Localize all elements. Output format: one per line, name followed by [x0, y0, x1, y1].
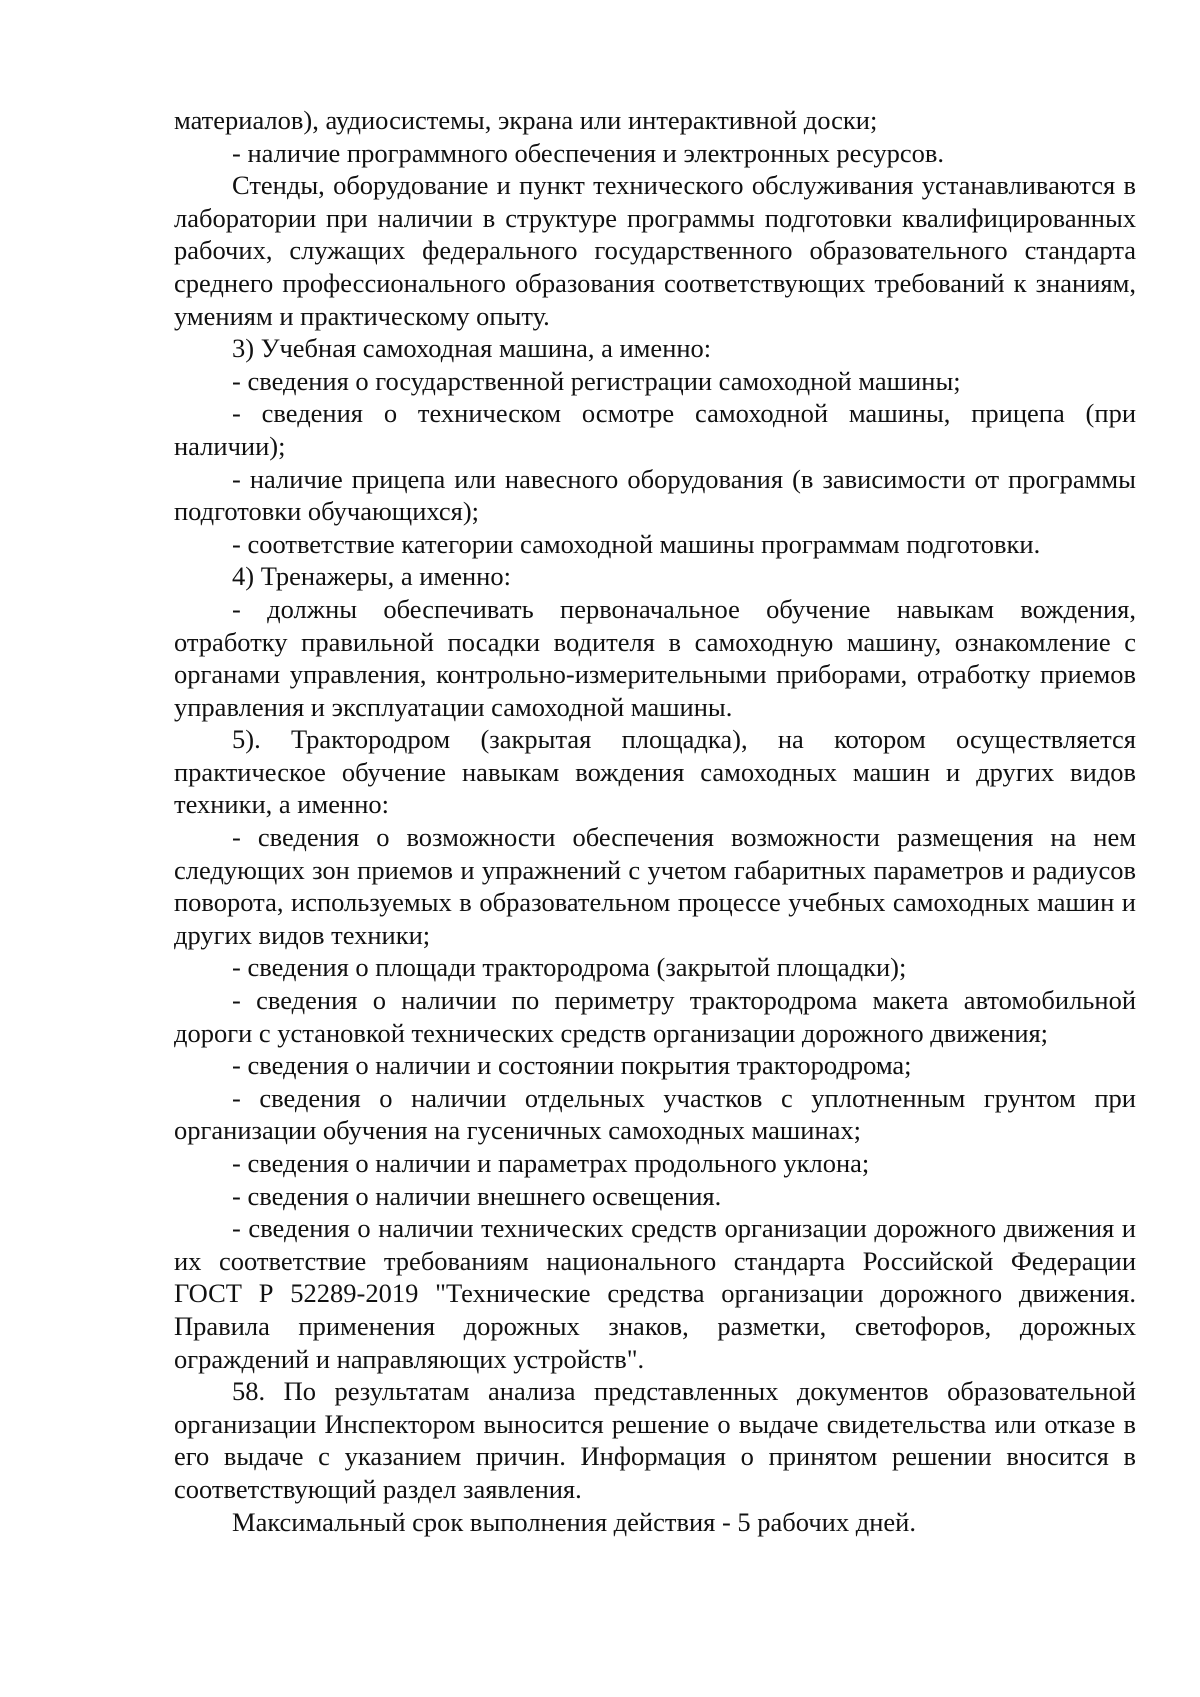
- paragraph-area: - сведения о площади трактородрома (закрытой площадки);: [232, 952, 907, 983]
- paragraph-item-3-heading: 3) Учебная самоходная машина, а именно:: [232, 333, 712, 364]
- paragraph-lighting: - сведения о наличии внешнего освещения.: [232, 1180, 722, 1211]
- paragraph-trailer: - наличие прицепа или навесного оборудования (в зависимости от программы подготовки обучающихся);: [174, 463, 1136, 527]
- paragraph-item-4-heading: 4) Тренажеры, а именно:: [232, 561, 511, 592]
- paragraph-zones: - сведения о возможности обеспечения возможности размещения на нем следующих зон приемов и упражнений с учетом габаритных параметров и радиусов поворота, используемых в образовательном процессе учебных самоходных машин и других видов техники;: [174, 822, 1136, 950]
- paragraph-deadline: Максимальный срок выполнения действия - 5 рабочих дней.: [232, 1506, 916, 1537]
- paragraph-slope: - сведения о наличии и параметрах продольного уклона;: [232, 1148, 870, 1178]
- paragraph-item-58: 58. По результатам анализа представленных документов образовательной организации Инспектором выносится решение о выдаче свидетельства или отказе в его выдаче с указанием причин. Информация о принятом решении вносится в соответствующий раздел заявления.: [174, 1376, 1136, 1504]
- paragraph-road-model: - сведения о наличии по периметру трактородрома макета автомобильной дороги с установкой технических средств организации дорожного движения;: [174, 985, 1136, 1048]
- paragraph-compacted-soil: - сведения о наличии отдельных участков с уплотненным грунтом при организации обучения на гусеничных самоходных машинах;: [174, 1082, 1136, 1146]
- paragraph-registration: - сведения о государственной регистрации самоходной машины;: [232, 365, 961, 396]
- paragraph-inspection: - сведения о техническом осмотре самоходной машины, прицепа (при наличии);: [174, 398, 1136, 461]
- paragraph-surface: - сведения о наличии и состоянии покрытия трактородрома;: [232, 1050, 912, 1081]
- document-page: [174, 104, 1136, 1538]
- paragraph-category: - соответствие категории самоходной машины программам подготовки.: [232, 528, 1041, 559]
- paragraph-traffic-control: - сведения о наличии технических средств организации дорожного движения и их соответствие требованиям национального стандарта Российской Федерации ГОСТ Р 52289-2019 "Технические средства организации дорожного движения. Правила применения дорожных знаков, разметки, светофоров, дорожных ограждений и направляющих устройств".: [174, 1213, 1136, 1374]
- paragraph-continuation: материалов), аудиосистемы, экрана или интерактивной доски;: [174, 105, 878, 135]
- paragraph-software: - наличие программного обеспечения и электронных ресурсов.: [232, 137, 945, 168]
- paragraph-simulators: - должны обеспечивать первоначальное обучение навыкам вождения, отработку правильной посадки водителя в самоходную машину, ознакомление с органами управления, контрольно-измерительными приборами, отработку приемов управления и эксплуатации самоходной машины.: [174, 593, 1136, 722]
- paragraph-stands: Стенды, оборудование и пункт технического обслуживания устанавливаются в лаборатории при наличии в структуре программы подготовки квалифицированных рабочих, служащих федерального государственного образовательного стандарта среднего профессионального образования соответствующих требований к знаниям, умениям и практическому опыту.: [174, 170, 1136, 331]
- paragraph-item-5-heading: 5). Трактородром (закрытая площадка), на котором осуществляется практическое обучение навыкам вождения самоходных машин и других видов техники, а именно:: [174, 724, 1136, 820]
